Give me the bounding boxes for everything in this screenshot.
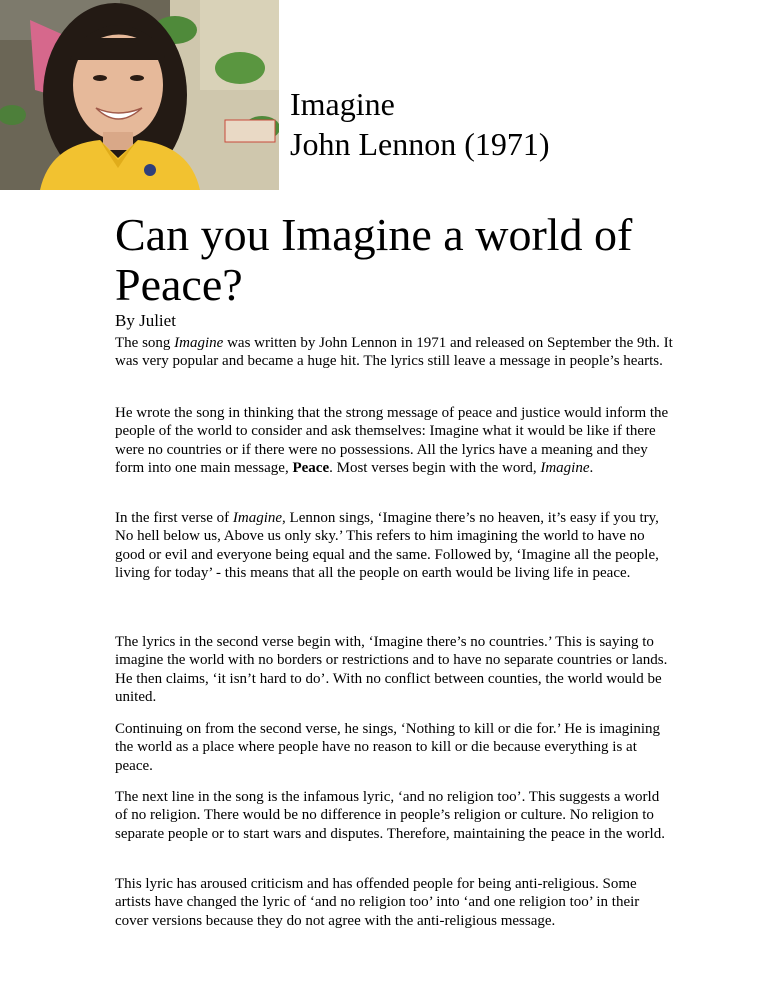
paragraph-3: In the first verse of Imagine, Lennon sings, ‘Imagine there’s no heaven, it’s easy if you try, No hell below us, Above us only sky.’ This refers to him imagining the world to have no good or evil and everyone being equal and the same. Followed by, ‘Imagine all the people, living for today’ - this means that all the people on earth would be living life in peace. [115,510,659,582]
paragraph-2: He wrote the song in thinking that the strong message of peace and justice would inform the people of the world to consider and ask themselves: Imagine what it would be like if there were no countries or if there were no possessions. All the lyrics have a meaning and they form into one main message, Peace. Most verses begin with the word, Imagine. [115,405,669,477]
song-artist: John Lennon (1971) [290,126,550,162]
author-photo [0,0,279,190]
paragraph-1: The song Imagine was written by John Lennon in 1971 and released on September the 9th. It was very popular and became a huge hit. The lyrics still leave a message in people’s hearts. [115,335,673,370]
song-title: Imagine [290,86,395,122]
article-byline: By Juliet [115,311,176,330]
paragraph-4: The lyrics in the second verse begin with, ‘Imagine there’s no countries.’ This is saying to imagine the world with no borders or restrictions and to have no separate countries or lands. He then claims, ‘it isn’t hard to do’. With no conflict between counties, the world would be united. [115,634,668,706]
paragraph-7: This lyric has aroused criticism and has offended people for being anti-religious. Some artists have changed the lyric of ‘and no religion too’ into ‘and one religion too’ in their cover versions because they do not agree with the anti-religious message. [115,876,640,929]
article-headline: Can you Imagine a world of Peace? [115,209,633,310]
paragraph-5: Continuing on from the second verse, he sings, ‘Nothing to kill or die for.’ He is imagining the world as a place where people have no reason to kill or die because everything is at peace. [115,721,661,774]
paragraph-6: The next line in the song is the infamous lyric, ‘and no religion too’. This suggests a world of no religion. There would be no difference in people’s religion or culture. No religion to separate people or to start wars and disputes. Therefore, maintaining the peace in the world. [115,789,665,842]
author-photo-illustration [0,0,279,190]
